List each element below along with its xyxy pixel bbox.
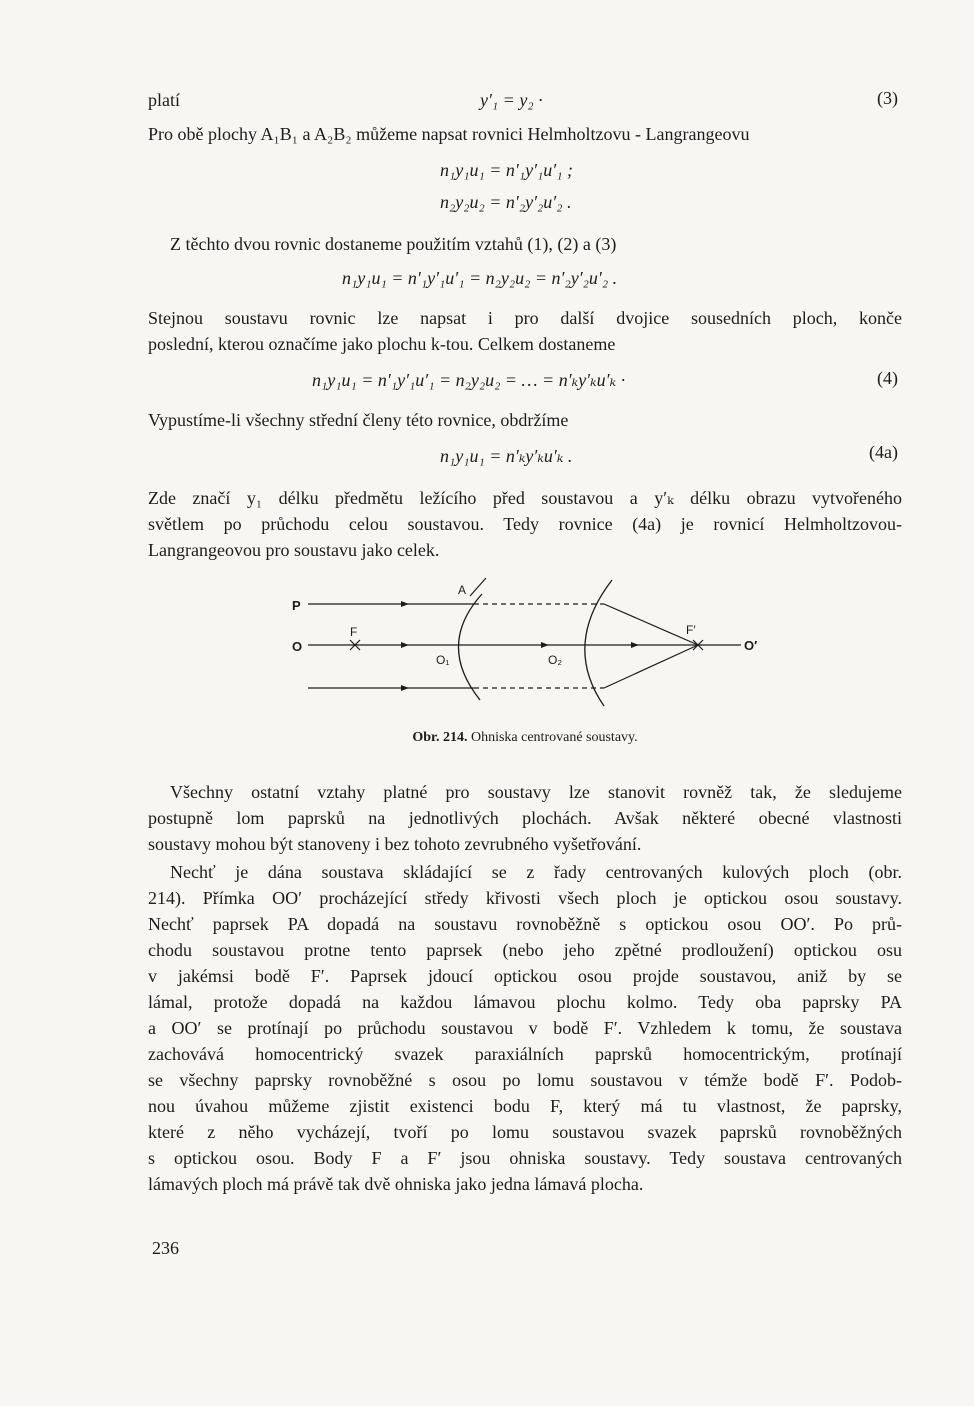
text-line: Langrangeovou pro soustavu jako celek. (148, 540, 440, 560)
text-line: Vypustíme-li všechny střední členy této rovnice, obdržíme (148, 410, 569, 430)
equation-surface-1: n₁y₁u₁ = n′₁y′₁u′₁ ; (440, 160, 573, 180)
text-line: s optickou osou. Body F a F′ jsou ohniska soustavy. Tedy soustava centrovaných (148, 1148, 902, 1168)
optics-figure (286, 572, 766, 712)
text-line: postupně lom paprsků na jednotlivých plochách. Avšak některé obecné vlastnosti (148, 808, 902, 828)
equation-number-4a: (4a) (869, 442, 898, 462)
refracted-ray-bottom (604, 645, 698, 688)
equation-number-3: (3) (877, 88, 898, 108)
label-A: A (458, 583, 467, 597)
equation-combined: n₁y₁u₁ = n′₁y′₁u′₁ = n₂y₂u₂ = n′₂y′₂u′₂ . (342, 268, 618, 288)
label-O1: O₁ (436, 653, 450, 667)
label-F-prime: F′ (686, 623, 696, 637)
text-line: a OO′ se protínají po průchodu soustavou v bodě F′. Vzhledem k tomu, že soustava (148, 1018, 902, 1038)
text-line: zachovává homocentrický svazek paraxiálních paprsků homocentrickým, protínají (148, 1044, 902, 1064)
equation-4: n₁y₁u₁ = n′₁y′₁u′₁ = n₂y₂u₂ = … = n′ₖy′ₖu′ₖ · (312, 370, 626, 390)
text-line: soustavy mohou být stanoveny i bez tohoto zevrubného vyšetřování. (148, 834, 642, 854)
text-line: poslední, kterou označíme jako plochu k-tou. Celkem dostaneme (148, 334, 616, 354)
book-page (148, 0, 902, 1406)
text-line: se všechny paprsky rovnoběžné s osou po lomu soustavou v témže bodě F′. Podob- (148, 1070, 902, 1090)
ray-diagram (286, 572, 766, 712)
label-F: F (350, 625, 358, 639)
intro-word: platí (148, 90, 180, 110)
text-line: Všechny ostatní vztahy platné pro soustavy lze stanovit rovněž tak, že sledujeme (170, 782, 902, 802)
surface-2 (585, 580, 612, 706)
surface-1 (458, 594, 482, 700)
text-line: Stejnou soustavu rovnic lze napsat i pro další dvojice sousedních ploch, konče (148, 308, 902, 328)
text-line: Z těchto dvou rovnic dostaneme použitím vztahů (1), (2) a (3) (170, 234, 617, 254)
equation-surface-2: n₂y₂u₂ = n′₂y′₂u′₂ . (440, 192, 572, 212)
equation-number-4: (4) (877, 368, 898, 388)
equation-4a: n₁y₁u₁ = n′ₖy′ₖu′ₖ . (440, 446, 573, 466)
text-line: Pro obě plochy A₁B₁ a A₂B₂ můžeme napsat rovnici Helmholtzovu - Langrangeovu (148, 124, 750, 144)
equation-3: y′₁ = y₂ · (480, 90, 543, 110)
text-line: lámal, protože dopadá na každou lámavou plochu kolmo. Tedy oba paprsky PA (148, 992, 902, 1012)
text-line: nou úvahou můžeme zjistit existenci bodu F, který má tu vlastnost, že paprsky, (148, 1096, 902, 1116)
refracted-ray-top (604, 604, 698, 645)
label-O: O (292, 639, 303, 654)
label-P: P (292, 598, 301, 613)
text-line: 214). Přímka OO′ procházející středy křivosti všech ploch je optickou osou soustavy. (148, 888, 902, 908)
label-O2: O₂ (548, 653, 562, 667)
text-line: Nechť paprsek PA dopadá na soustavu rovnoběžně s optickou osou OO′. Po prů- (148, 914, 902, 934)
text-line: které z něho vycházejí, tvoří po lomu soustavou svazek paprsků rovnoběžných (148, 1122, 902, 1142)
text-line: chodu soustavou protne tento paprsek (nebo jeho zpětné prodloužení) optickou osu (148, 940, 902, 960)
text-line: v jakémsi bodě F′. Paprsek jdoucí optickou osou projde soustavou, aniž by se (148, 966, 902, 986)
text-line: světlem po průchodu celou soustavou. Tedy rovnice (4a) je rovnicí Helmholtzovou- (148, 514, 902, 534)
surface-1-extension (470, 578, 486, 596)
caption-text: Ohniska centrované soustavy. (470, 730, 638, 745)
text-line: Nechť je dána soustava skládající se z řady centrovaných kulových ploch (obr. (170, 862, 902, 882)
label-O-prime: O′ (744, 638, 758, 653)
figure-caption (148, 728, 902, 748)
text-line: Zde značí y₁ délku předmětu ležícího před soustavou a y′ₖ délku obrazu vytvořeného (148, 488, 902, 508)
caption-number: Obr. 214. (412, 730, 468, 745)
page-number: 236 (152, 1238, 179, 1258)
text-line: lámavých ploch má právě tak dvě ohniska jako jedna lámavá plocha. (148, 1174, 644, 1194)
